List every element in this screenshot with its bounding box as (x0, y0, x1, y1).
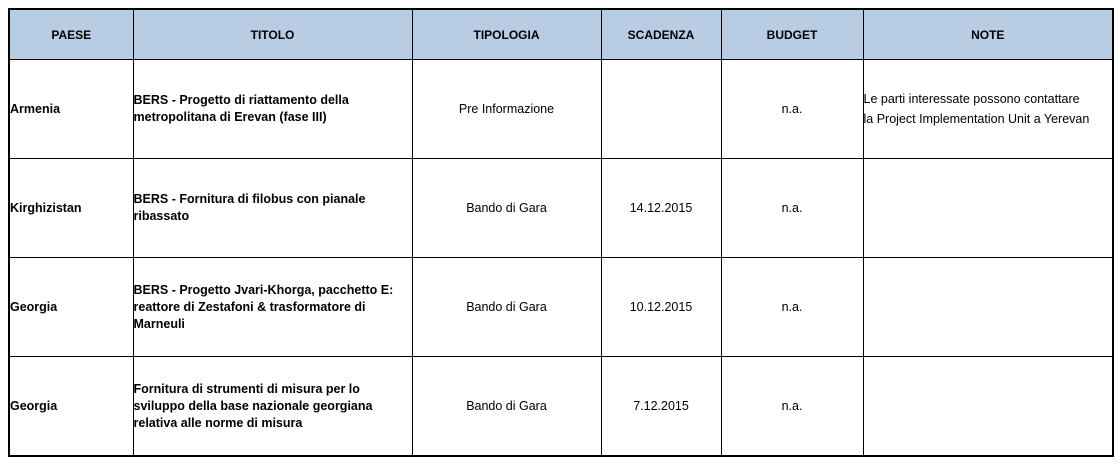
table-row (9, 258, 1113, 357)
cell-tipologia: Pre Informazione (412, 60, 601, 159)
titolo-line: reattore di Zestafoni & trasformatore di (133, 299, 366, 314)
cell-titolo (133, 357, 412, 457)
table-row (9, 60, 1113, 159)
tenders-table (8, 8, 1114, 457)
cell-tipologia: Bando di Gara (412, 357, 601, 457)
note-line: Le parti interessate possono contattare (863, 92, 1080, 106)
header-note: NOTE (863, 9, 1113, 60)
header-row (9, 9, 1113, 60)
header-paese: PAESE (9, 9, 133, 60)
cell-paese: Armenia (9, 60, 133, 159)
header-budget: BUDGET (721, 9, 863, 60)
cell-budget: n.a. (721, 159, 863, 258)
titolo-line: Fornitura di strumenti di misura per lo (133, 381, 360, 396)
titolo-line: BERS - Progetto di riattamento della (133, 93, 349, 107)
titolo-line: relativa alle norme di misura (133, 415, 303, 430)
titolo-line: BERS - Progetto Jvari-Khorga, pacchetto E: (133, 282, 394, 297)
cell-paese: Georgia (9, 357, 133, 457)
cell-titolo (133, 258, 412, 357)
titolo-line: metropolitana di Erevan (fase III) (133, 110, 327, 124)
cell-titolo (133, 60, 412, 159)
cell-paese: Georgia (9, 258, 133, 357)
cell-note (863, 357, 1113, 457)
titolo-line: BERS - Fornitura di filobus con pianale (133, 192, 366, 206)
cell-note (863, 258, 1113, 357)
cell-tipologia: Bando di Gara (412, 258, 601, 357)
cell-scadenza (601, 60, 721, 159)
cell-scadenza: 14.12.2015 (601, 159, 721, 258)
cell-scadenza: 10.12.2015 (601, 258, 721, 357)
table-row (9, 159, 1113, 258)
cell-budget: n.a. (721, 357, 863, 457)
header-tipologia: TIPOLOGIA (412, 9, 601, 60)
titolo-line: Marneuli (133, 316, 185, 331)
table-row (9, 357, 1113, 457)
cell-budget: n.a. (721, 60, 863, 159)
note-line: la Project Implementation Unit a Yerevan (863, 112, 1090, 126)
cell-budget: n.a. (721, 258, 863, 357)
cell-titolo (133, 159, 412, 258)
cell-tipologia: Bando di Gara (412, 159, 601, 258)
cell-scadenza: 7.12.2015 (601, 357, 721, 457)
header-titolo: TITOLO (133, 9, 412, 60)
titolo-line: sviluppo della base nazionale georgiana (133, 398, 373, 413)
tenders-table-wrapper (8, 8, 1114, 457)
cell-paese: Kirghizistan (9, 159, 133, 258)
cell-note (863, 60, 1113, 159)
cell-note (863, 159, 1113, 258)
header-scadenza: SCADENZA (601, 9, 721, 60)
titolo-line: ribassato (133, 209, 190, 223)
